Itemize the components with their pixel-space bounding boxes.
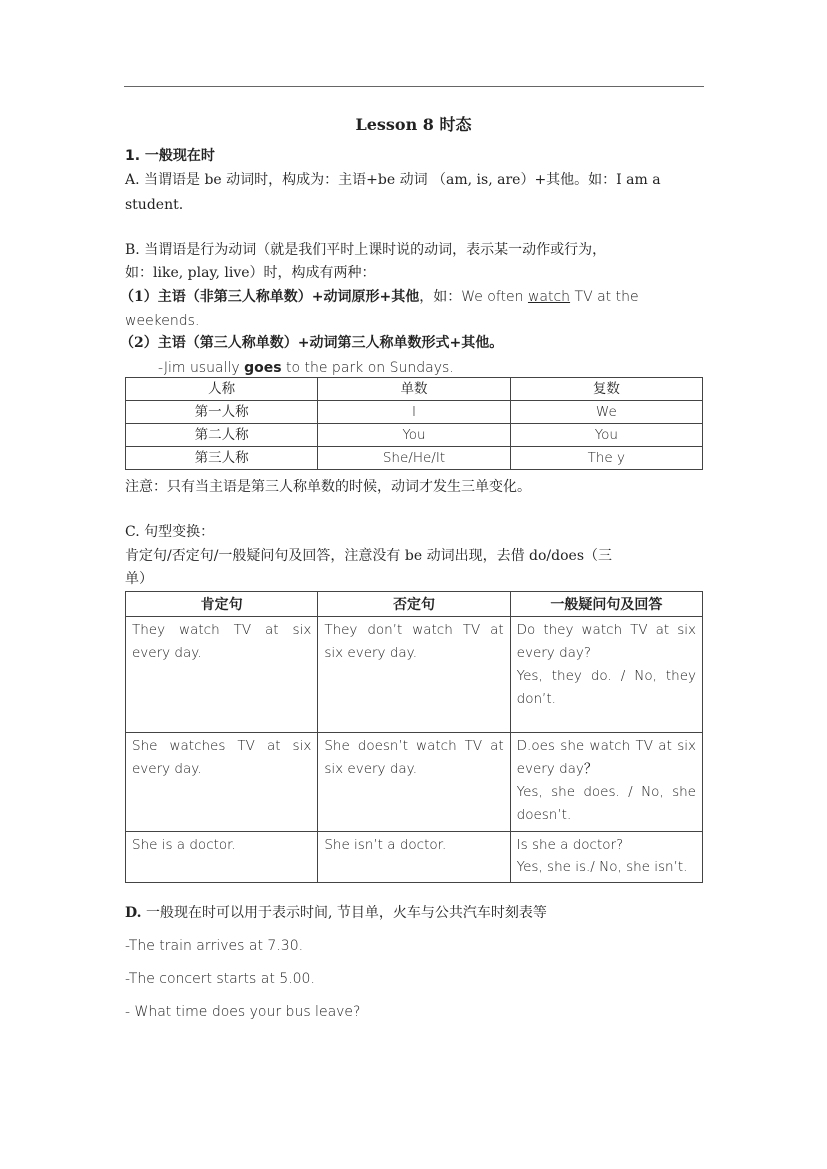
negative-cell: She isn’t a doctor. [318, 832, 510, 883]
question-text: Is she a doctor? [516, 837, 624, 853]
table-row [126, 733, 703, 832]
page-title: Lesson 8 时态 [355, 115, 472, 134]
section-c-line-2: 单） [125, 571, 153, 587]
header-negative: 否定句 [318, 592, 510, 617]
positive-cell: She watches TV at six every day. [126, 733, 318, 832]
positive-cell: They watch TV at six every day. [126, 617, 318, 733]
person-cell: 第二人称 [126, 424, 318, 447]
person-header-cell: 复数 [510, 378, 702, 401]
rule-2-example-post: to the park on Sundays. [281, 360, 454, 376]
table-row [126, 424, 703, 447]
question-text: Do they watch TV at six every day? [516, 622, 696, 661]
person-cell: 第三人称 [126, 447, 318, 470]
section-b-line-2: 如：like, play, live）时，构成有两种： [125, 265, 376, 281]
answer-text: Yes, she is./ No, she isn’t. [516, 859, 688, 875]
rule-1-formula: （1）主语（非第三人称单数）+动词原形+其他 [120, 289, 420, 305]
plural-cell: We [510, 401, 702, 424]
example-line: -The train arrives at 7.30. [125, 938, 304, 954]
question-cell [510, 733, 702, 832]
singular-cell: You [318, 424, 510, 447]
person-header-cell: 人称 [126, 378, 318, 401]
table-row [126, 401, 703, 424]
section-a-line-2: student. [125, 197, 184, 213]
table-row [126, 447, 703, 470]
section-a-line-1: A. 当谓语是 be 动词时，构成为：主语+be 动词 （am, is, are）+其他。如：I am a [125, 172, 661, 188]
note: 注意：只有当主语是第三人称单数的时候，动词才发生三单变化。 [125, 479, 531, 495]
answer-text: Yes, they do. / No, they don’t. [516, 668, 696, 707]
section-1-heading: 1. 一般现在时 [125, 148, 215, 164]
section-b-line-1: B. 当谓语是行为动词（就是我们平时上课时说的动词，表示某一动作或行为， [125, 242, 607, 258]
example-line: -The concert starts at 5.00. [125, 971, 315, 987]
positive-cell: She is a doctor. [126, 832, 318, 883]
question-cell [510, 832, 702, 883]
rule-2-example [158, 358, 454, 378]
answer-text: Yes, she does. / No, she doesn’t. [516, 784, 696, 823]
header-rule [124, 86, 704, 87]
rule-2-example-pre: -Jim usually [158, 360, 245, 376]
person-table-header [126, 378, 703, 401]
header-question: 一般疑问句及回答 [510, 592, 702, 617]
sentence-table [125, 591, 703, 883]
sentence-table-header [126, 592, 703, 617]
table-row [126, 832, 703, 883]
rule-2-formula: （2）主语（第三人称单数）+动词第三人称单数形式+其他。 [120, 335, 504, 351]
example-line: - What time does your bus leave? [125, 1004, 361, 1020]
person-table [125, 377, 703, 470]
rule-2-example-bold: goes [244, 360, 282, 376]
plural-cell: You [510, 424, 702, 447]
rule-1 [120, 287, 639, 307]
negative-cell: She doesn’t watch TV at six every day. [318, 733, 510, 832]
negative-cell: They don’t watch TV at six every day. [318, 617, 510, 733]
table-row [126, 617, 703, 733]
section-d-text: 一般现在时可以用于表示时间, 节目单，火车与公共汽车时刻表等 [141, 905, 547, 921]
rule-1-line-2: weekends. [125, 313, 200, 329]
person-header-cell: 单数 [318, 378, 510, 401]
section-d-label: D. [125, 905, 142, 921]
header-positive: 肯定句 [126, 592, 318, 617]
question-text: D.oes she watch TV at six every day？ [516, 738, 696, 777]
section-c-heading: C. 句型变换： [125, 524, 215, 540]
singular-cell: She/He/It [318, 447, 510, 470]
rule-1-example-underline: watch [527, 289, 571, 305]
person-cell: 第一人称 [126, 401, 318, 424]
section-d-heading [125, 903, 547, 923]
singular-cell: I [318, 401, 510, 424]
question-cell [510, 617, 702, 733]
plural-cell: The y [510, 447, 702, 470]
section-c-line-1: 肯定句/否定句/一般疑问句及回答，注意没有 be 动词出现，去借 do/does（三 [125, 548, 612, 564]
rule-1-example-post: TV at the [570, 289, 639, 305]
rule-1-example-pre: ，如：We often [419, 289, 528, 305]
